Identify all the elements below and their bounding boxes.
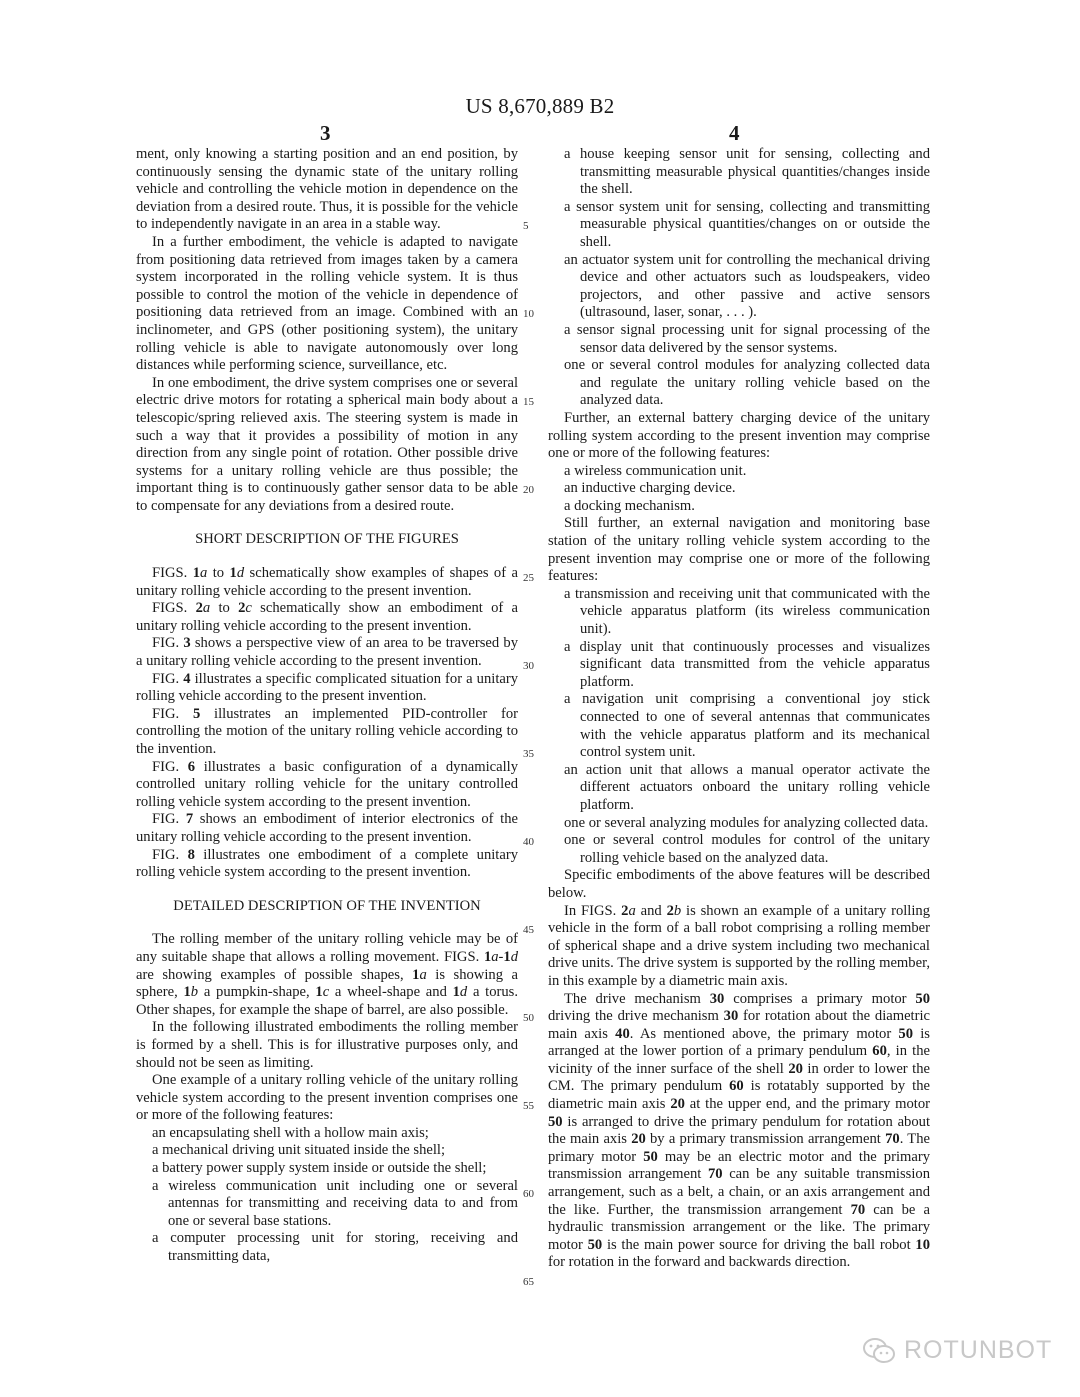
feature-item: a computer processing unit for storing, receiving and transmitting data,: [152, 1230, 518, 1265]
feature-item: a display unit that continuously processes and visualizes significant data transmitted from the vehicle apparatus platform.: [564, 638, 930, 690]
right-column: [548, 146, 930, 1272]
paragraph: In a further embodiment, the vehicle is adapted to navigate from positioning data retrieved from images taken by a camera system incorporated in the rolling vehicle system. It is thus possible to control the motion of the vehicle in dependence of positioning data retrieved from an image. Combined with an inclinometer, and GPS (other positioning system), the unitary rolling vehicle is able to navigate autonomously over long distances while performing science, surveillance, etc.: [136, 233, 518, 374]
figure-description: FIG. 7 shows an embodiment of interior electronics of the unitary rolling vehicle according to the present invention.: [136, 811, 519, 845]
line-number: 50: [523, 1012, 534, 1024]
feature-item: a transmission and receiving unit that communicated with the vehicle apparatus platform (its wireless communication unit).: [564, 585, 930, 638]
feature-item: an inductive charging device.: [564, 480, 736, 497]
feature-item: one or several control modules for analyzing collected data and regulate the unitary rolling vehicle based on the analyzed data.: [564, 357, 930, 409]
figure-description: FIGS. 1a to 1d schematically show examples of shapes of a unitary rolling vehicle according to the present invention.: [136, 565, 518, 599]
feature-item: a battery power supply system inside or outside the shell;: [152, 1160, 487, 1177]
figure-description: FIG. 8 illustrates one embodiment of a complete unitary rolling vehicle system according to the present invention.: [136, 846, 518, 881]
paragraph: The rolling member of the unitary rolling vehicle may be of any suitable shape that allows a rolling movement. FIGS. 1a-1d are showing examples of possible shapes, 1a is showing a sphere, 1b a pumpkin-shape, 1c a wheel-shape and 1d a torus. Other shapes, for example the shape of barrel, are also possible.: [136, 931, 519, 1018]
watermark: [862, 1336, 1052, 1365]
line-number: 35: [523, 748, 534, 760]
patent-number: US 8,670,889 B2: [465, 94, 615, 118]
paragraph: The drive mechanism 30 comprises a primary motor 50 driving the drive mechanism 30 for rotation about the diametric main axis 40. As mentioned above, the primary motor 50 is arranged at the lower portion of a primary pendulum 60, in the vicinity of the inner surface of the shell 20 in order to lower the CM. The primary pendulum 60 is rotatably supported by the diametric main axis 20 at the upper end, and the primary motor 50 is arranged to drive the primary pendulum for rotation about the main axis 20 by a primary transmission arrangement 70. The primary motor 50 may be an electric motor and the primary transmission arrangement 70 can be any suitable transmission arrangement, such as a belt, a chain, or an axis arrangement and the like. Further, the transmission arrangement 70 can be a hydraulic transmission arrangement or the like. The primary motor 50 is the main power source for driving the ball robot 10 for rotation in the forward and backwards direction.: [548, 990, 931, 1271]
feature-item: an action unit that allows a manual operator activate the different actuators onboard the unitary rolling vehicle platform.: [564, 761, 930, 813]
watermark-text: ROTUNBOT: [904, 1336, 1053, 1364]
section-heading: SHORT DESCRIPTION OF THE FIGURES: [195, 531, 459, 548]
feature-item: a docking mechanism.: [564, 497, 695, 514]
paragraph: ment, only knowing a starting position and an end position, by continuously sensing the dynamic state of the unitary rolling vehicle and controlling the vehicle motion in dependence on the deviation from a desired route. Thus, it is possible for the vehicle to independently navigate in an area in a stable way.: [136, 146, 518, 233]
paragraph: Still further, an external navigation and monitoring base station of the unitary rolling vehicle system according to the present invention may comprise one or more of the following features:: [548, 515, 930, 585]
feature-item: a house keeping sensor unit for sensing, collecting and transmitting measurable physical quantities/changes inside the shell.: [564, 146, 930, 198]
section-heading: DETAILED DESCRIPTION OF THE INVENTION: [173, 897, 481, 914]
feature-item: a sensor system unit for sensing, collecting and transmitting measurable physical quantities/changes on or outside the shell.: [564, 198, 930, 250]
feature-item: one or several analyzing modules for analyzing collected data.: [564, 814, 929, 831]
line-number: 55: [523, 1100, 534, 1112]
paragraph: One example of a unitary rolling vehicle of the unitary rolling vehicle system according to the present invention comprises one or more of the following features:: [136, 1072, 518, 1124]
line-number: 15: [523, 396, 534, 408]
line-number: 25: [523, 572, 534, 584]
line-number: 40: [523, 836, 534, 848]
feature-item: an encapsulating shell with a hollow main axis;: [152, 1124, 429, 1141]
figure-description: FIG. 5 illustrates an implemented PID-controller for controlling the motion of the unitary rolling vehicle according to the invention.: [136, 705, 518, 757]
feature-item: a wireless communication unit including one or several antennas for transmitting and receiving data to and from one or several base stations.: [152, 1177, 518, 1229]
paragraph: Specific embodiments of the above features will be described below.: [548, 867, 930, 901]
page-number-left: 3: [320, 121, 331, 145]
line-number: 60: [523, 1188, 534, 1200]
paragraph: In one embodiment, the drive system comprises one or several electric drive motors for rotating a spherical main body about a telescopic/spring relieved axis. The steering system is made in such a way that it provides a possibility of motion in any direction from any single point of rotation. Other possible drive systems for a unitary rolling vehicle are thus possible; the important thing is to continuously gather sensor data to be able to compensate for any deviations from a desired route.: [136, 374, 518, 514]
left-column: [136, 146, 518, 1266]
line-number: 45: [523, 924, 534, 936]
figure-description: FIGS. 2a to 2c schematically show an embodiment of a unitary rolling vehicle according to the present invention.: [136, 600, 519, 634]
wechat-icon: [862, 1337, 896, 1365]
figure-description: FIG. 3 shows a perspective view of an area to be traversed by a unitary rolling vehicle according to the present invention.: [136, 635, 518, 670]
feature-item: a mechanical driving unit situated inside the shell;: [152, 1142, 446, 1159]
paragraph: In FIGS. 2a and 2b is shown an example of a unitary rolling vehicle in the form of a ball robot comprising a rolling member of spherical shape and a drive system including two mechanical drive units. The drive system is supported by the rolling member, in this example by a diametric main axis.: [548, 902, 931, 989]
line-number: 10: [523, 308, 534, 320]
line-number: 65: [523, 1276, 534, 1288]
paragraph: Further, an external battery charging device of the unitary rolling system according to the present invention may comprise one or more of the following features:: [548, 409, 930, 462]
feature-item: a navigation unit comprising a conventional joy stick connected to one of several antennas that communicates with the vehicle apparatus platform and its mechanical control system unit.: [564, 691, 930, 761]
feature-item: a wireless communication unit.: [564, 462, 747, 479]
paragraph: In the following illustrated embodiments the rolling member is formed by a shell. This is for illustrative purposes only, and should not be seen as limiting.: [136, 1019, 518, 1071]
page-number-right: 4: [729, 121, 740, 145]
line-number: 30: [523, 660, 534, 672]
feature-item: an actuator system unit for controlling the mechanical driving device and other actuators such as loudspeakers, video projectors, and other passive and active sensors (ultrasound, laser, sonar, . . . ).: [564, 251, 930, 321]
line-number: 5: [523, 220, 529, 232]
figure-description: FIG. 4 illustrates a specific complicated situation for a unitary rolling vehicle according to the present invention.: [136, 670, 519, 705]
line-number: 20: [523, 484, 534, 496]
figure-description: FIG. 6 illustrates a basic configuration of a dynamically controlled unitary rolling vehicle for the unitary controlled rolling vehicle system according to the present invention.: [136, 758, 518, 810]
feature-item: a sensor signal processing unit for signal processing of the sensor data delivered by the sensor systems.: [564, 321, 930, 356]
feature-item: one or several control modules for control of the unitary rolling vehicle based on the analyzed data.: [564, 832, 930, 866]
